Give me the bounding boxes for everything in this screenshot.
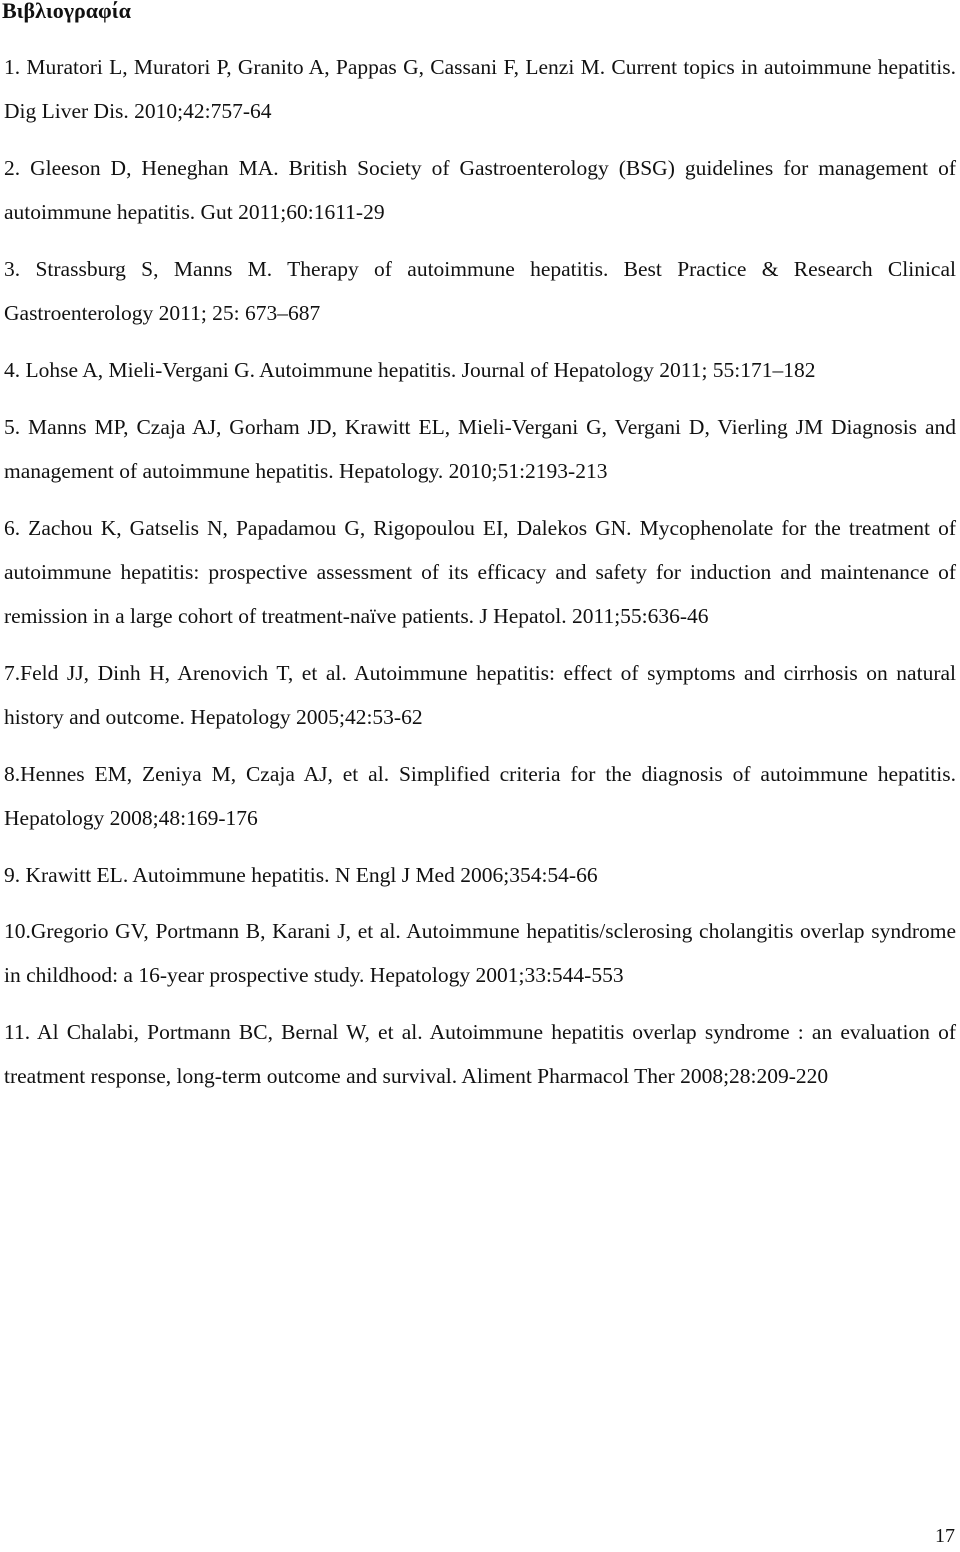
reference-item-9: 9. Krawitt EL. Autoimmune hepatitis. N Engl J Med 2006;354:54-66	[4, 863, 598, 887]
reference-item-4: 4. Lohse A, Mieli-Vergani G. Autoimmune hepatitis. Journal of Hepatology 2011; 55:171–182	[4, 358, 816, 382]
reference-item-8: 8.Hennes EM, Zeniya M, Czaja AJ, et al. Simplified criteria for the diagnosis of autoimmune hepatitis. Hepatology 2008;48:169-176	[4, 762, 956, 830]
reference-item-1: 1. Muratori L, Muratori P, Granito A, Pappas G, Cassani F, Lenzi M. Current topics in autoimmune hepatitis. Dig Liver Dis. 2010;42:757-64	[4, 55, 956, 123]
reference-item-7: 7.Feld JJ, Dinh H, Arenovich T, et al. Autoimmune hepatitis: effect of symptoms and cirrhosis on natural history and outcome. Hepatology 2005;42:53-62	[4, 661, 956, 729]
reference-item-2: 2. Gleeson D, Heneghan MA. British Society of Gastroenterology (BSG) guidelines for management of autoimmune hepatitis. Gut 2011;60:1611-29	[4, 156, 956, 224]
reference-item-10: 10.Gregorio GV, Portmann B, Karani J, et al. Autoimmune hepatitis/sclerosing cholangitis overlap syndrome in childhood: a 16-year prospective study. Hepatology 2001;33:544-553	[4, 919, 956, 987]
section-heading: Βιβλιογραφία	[2, 0, 131, 23]
reference-list	[4, 45, 956, 1111]
reference-item-5: 5. Manns MP, Czaja AJ, Gorham JD, Krawitt EL, Mieli-Vergani G, Vergani D, Vierling JM Diagnosis and management of autoimmune hepatitis. Hepatology. 2010;51:2193-213	[4, 415, 956, 483]
reference-item-6: 6. Zachou K, Gatselis N, Papadamou G, Rigopoulou EI, Dalekos GN. Mycophenolate for the treatment of autoimmune hepatitis: prospective assessment of its efficacy and safety for induction and maintenance of remission in a large cohort of treatment-naïve patients. J Hepatol. 2011;55:636-46	[4, 516, 956, 628]
reference-item-3: 3. Strassburg S, Manns M. Therapy of autoimmune hepatitis. Best Practice & Research Clinical Gastroenterology 2011; 25: 673–687	[4, 257, 956, 325]
page-number: 17	[935, 1525, 955, 1547]
reference-item-11: 11. Al Chalabi, Portmann BC, Bernal W, et al. Autoimmune hepatitis overlap syndrome : an evaluation of treatment response, long-term outcome and survival. Aliment Pharmacol Ther 2008;28:209-220	[4, 1020, 956, 1088]
